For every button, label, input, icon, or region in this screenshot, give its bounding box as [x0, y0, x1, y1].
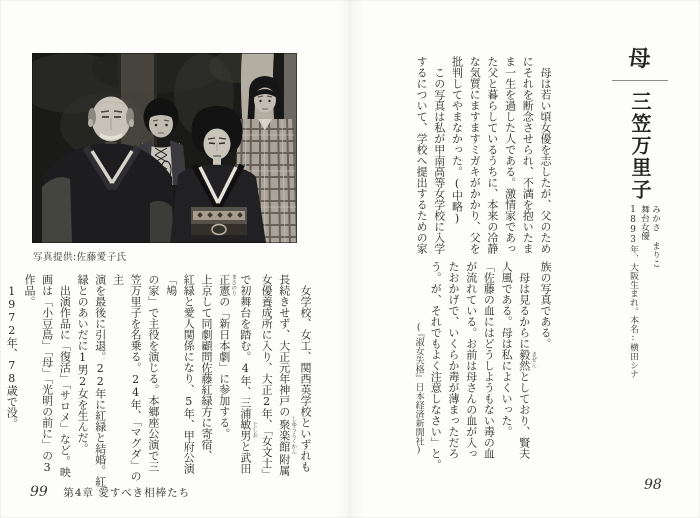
text-column: するについて、学校へ提出するための家	[415, 56, 429, 254]
left-body-text	[5, 274, 314, 488]
book-gutter	[336, 0, 364, 518]
text-column: 作品。	[22, 274, 36, 307]
text-column: 出演作品に「復活」「サロメ」など。映	[58, 285, 72, 478]
photo-credit: 写真提供:佐藤愛子氏	[33, 252, 127, 263]
text-column: た父と暮らしているうちに、本来の冷静	[485, 56, 499, 254]
body-upper	[408, 56, 554, 262]
text-column: う。が、それでもよく注意しなさい」と。	[429, 261, 443, 470]
text-column: の家」で主役を演じる。本郷座公演で三	[146, 274, 160, 472]
text-column: で初舞台を踏む。4年、三浦敏男 としおと武田	[238, 274, 258, 474]
text-column: 正憲 まさのりの「新日本劇」に参加する。	[217, 274, 237, 439]
text-column: (『淑女失格』日本経済新聞社)	[413, 323, 424, 456]
text-column: 母は見るからに毅然 きぜんとしており、賢夫	[517, 272, 537, 459]
title-rule	[612, 80, 668, 81]
page-number-left: 99	[30, 484, 48, 500]
text-column: 人風である。母は私によくいった。	[500, 261, 514, 437]
text-column: 演を最後に引退。22年に紅緑と結婚。紅	[93, 274, 107, 487]
body-lower	[408, 261, 554, 479]
text-column: 緑とのあいだに1男2女を生んだ。	[76, 274, 90, 454]
text-column: この写真は私が甲南高等女学校に入学	[432, 67, 446, 254]
right-footer	[644, 477, 662, 493]
text-column: 上京して同劇顧問佐藤紅緑方に寄宿、	[199, 274, 213, 461]
page-number-right: 98	[644, 477, 662, 493]
text-column: な気質にますますミガキがかかり、父を	[468, 56, 482, 254]
text-column: たおかげで、いくらか毒が薄まっただろ	[446, 261, 460, 459]
left-footer	[30, 484, 190, 500]
text-column: 笠万里子を名乗る。24年、「マグダ」の主	[111, 274, 143, 482]
text-column: 長続きせず、大正元年神戸の聚楽館 しゆうらくかん附属	[277, 274, 297, 476]
text-column: 母は若い頃女優を志したが、父のため	[539, 67, 552, 254]
profile-line: みかさ まりこ	[650, 205, 660, 268]
text-column: が流れている。お前は母さんの血が入っ	[464, 261, 478, 459]
title-label: 母	[628, 46, 652, 72]
text-column: 「佐藤の血にはどうしようもない毒の血	[482, 261, 496, 459]
text-column: 女学校、女工、関西英学校といずれも	[299, 285, 312, 472]
text-column: 族の写真である。	[539, 261, 552, 349]
text-column: 1972年、78歳で没。	[5, 285, 19, 429]
profile-line: 1893年、大阪生まれ。本名:横田シナ	[628, 205, 638, 379]
text-column: ま一生を過した人である。激情家であっ	[503, 56, 517, 254]
text-column: 女優養成所に入り、大正2年、「女文士」	[260, 274, 274, 480]
profile-block	[622, 205, 660, 405]
title-name: 三笠万里子	[628, 91, 652, 201]
text-column: にそれを断念させられ、不満を抱いたま	[521, 56, 535, 254]
profile-line: 舞台女優	[639, 205, 649, 241]
text-column: 紅緑と愛人関係になり、5年、甲府公演「鳩	[164, 274, 196, 474]
family-photo	[32, 53, 297, 243]
text-column: 批判してやまなかった。(中略)	[450, 56, 464, 225]
text-column: 画は「小豆島」「母」「光明の前に」の3	[40, 274, 54, 474]
chapter-heading: 第4章 愛すべき相棒たち	[63, 487, 191, 499]
